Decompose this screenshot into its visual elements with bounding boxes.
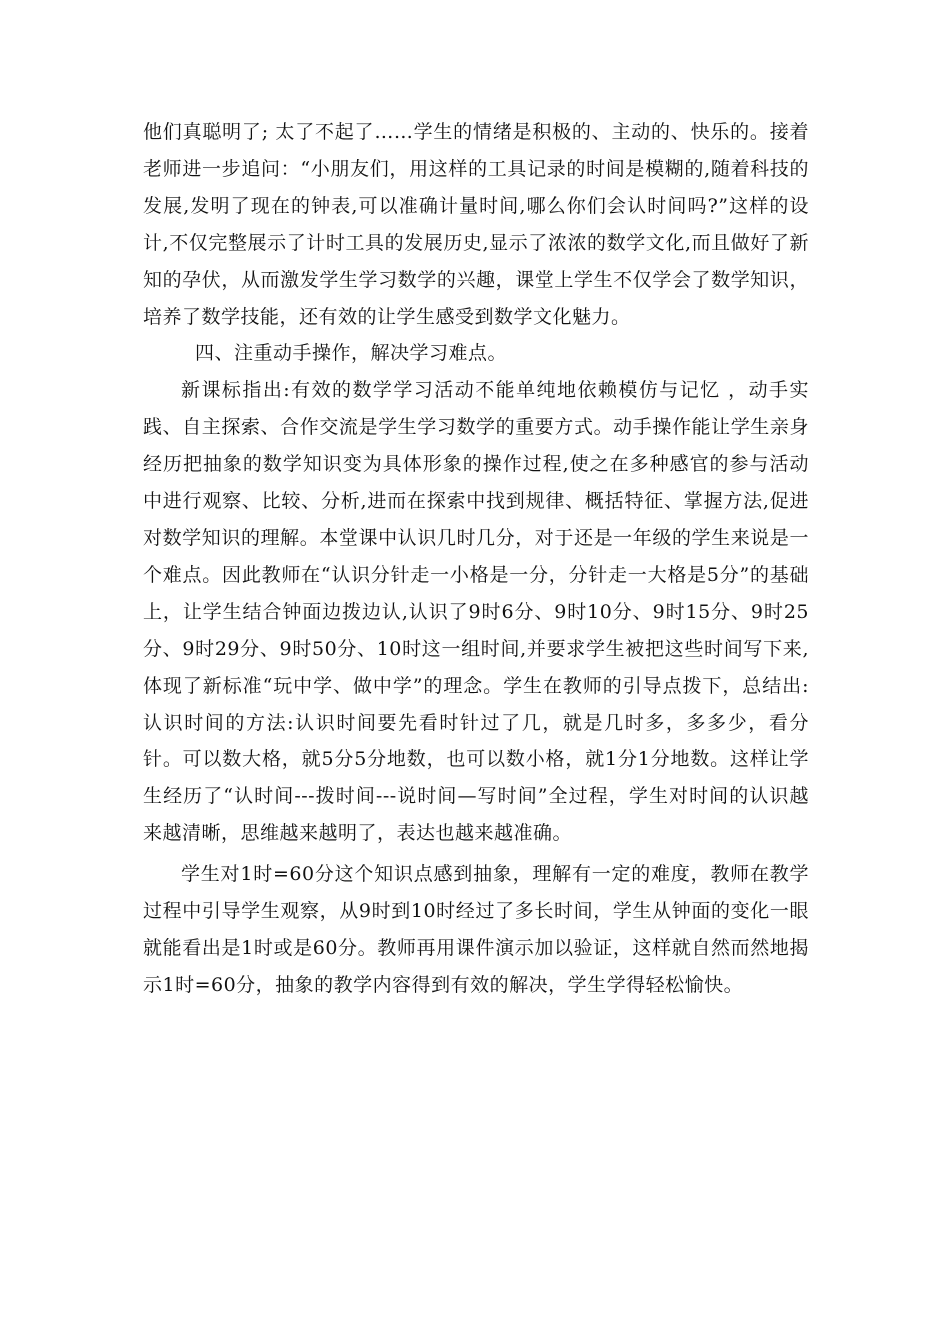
paragraph-continuation: 他们真聪明了; 太了不起了……学生的情绪是积极的、主动的、快乐的。接着老师进一步追问：“小朋友们，用这样的工具记录的时间是模糊的,随着科技的发展,发明了现在的钟表,可以准确计量时间,哪么你们会认时间吗?”这样的设计,不仅完整展示了计时工具的发展历史,显示了浓浓的数学文化,而且做好了新知的孕伏，从而激发学生学习数学的兴趣，课堂上学生不仅学会了数学知识，培养了数学技能，还有效的让学生感受到数学文化魅力。 [143,121,809,328]
paragraph-hands-on: 新课标指出:有效的数学学习活动不能单纯地依赖模仿与记忆 ，动手实践、自主探索、合作交流是学生学习数学的重要方式。动手操作能让学生亲身经历把抽象的数学知识变为具体形象的操作过程,使之在多种感官的参与活动中进行观察、比较、分析,进而在探索中找到规律、概括特征、掌握方法,促进对数学知识的理解。本堂课中认识几时几分，对于还是一年级的学生来说是一个难点。因此教师在“认识分针走一小格是一分，分针走一大格是5分”的基础上，让学生结合钟面边拨边认,认识了9时6分、9时10分、9时15分、9时25分、9时29分、9时50分、10时这一组时间,并要求学生被把这些时间写下来,体现了新标准“玩中学、做中学”的理念。学生在教师的引导点拨下，总结出:认识时间的方法:认识时间要先看时针过了几，就是几时多，多多少，看分针。可以数大格，就5分5分地数，也可以数小格，就1分1分地数。这样让学生经历了“认时间---拨时间---说时间—写时间”全过程，学生对时间的认识越来越清晰，思维越来越明了，表达也越来越准确。 [143,379,809,845]
section-heading: 四、注重动手操作，解决学习难点。 [195,342,508,365]
document-page [143,114,809,1004]
paragraph-hour-minutes: 学生对1时=60分这个知识点感到抽象，理解有一定的难度，教师在教学过程中引导学生观察，从9时到10时经过了多长时间，学生从钟面的变化一眼就能看出是1时或是60分。教师再用课件演示加以验证，这样就自然而然地揭示1时=60分，抽象的教学内容得到有效的解决，学生学得轻松愉快。 [143,863,809,996]
